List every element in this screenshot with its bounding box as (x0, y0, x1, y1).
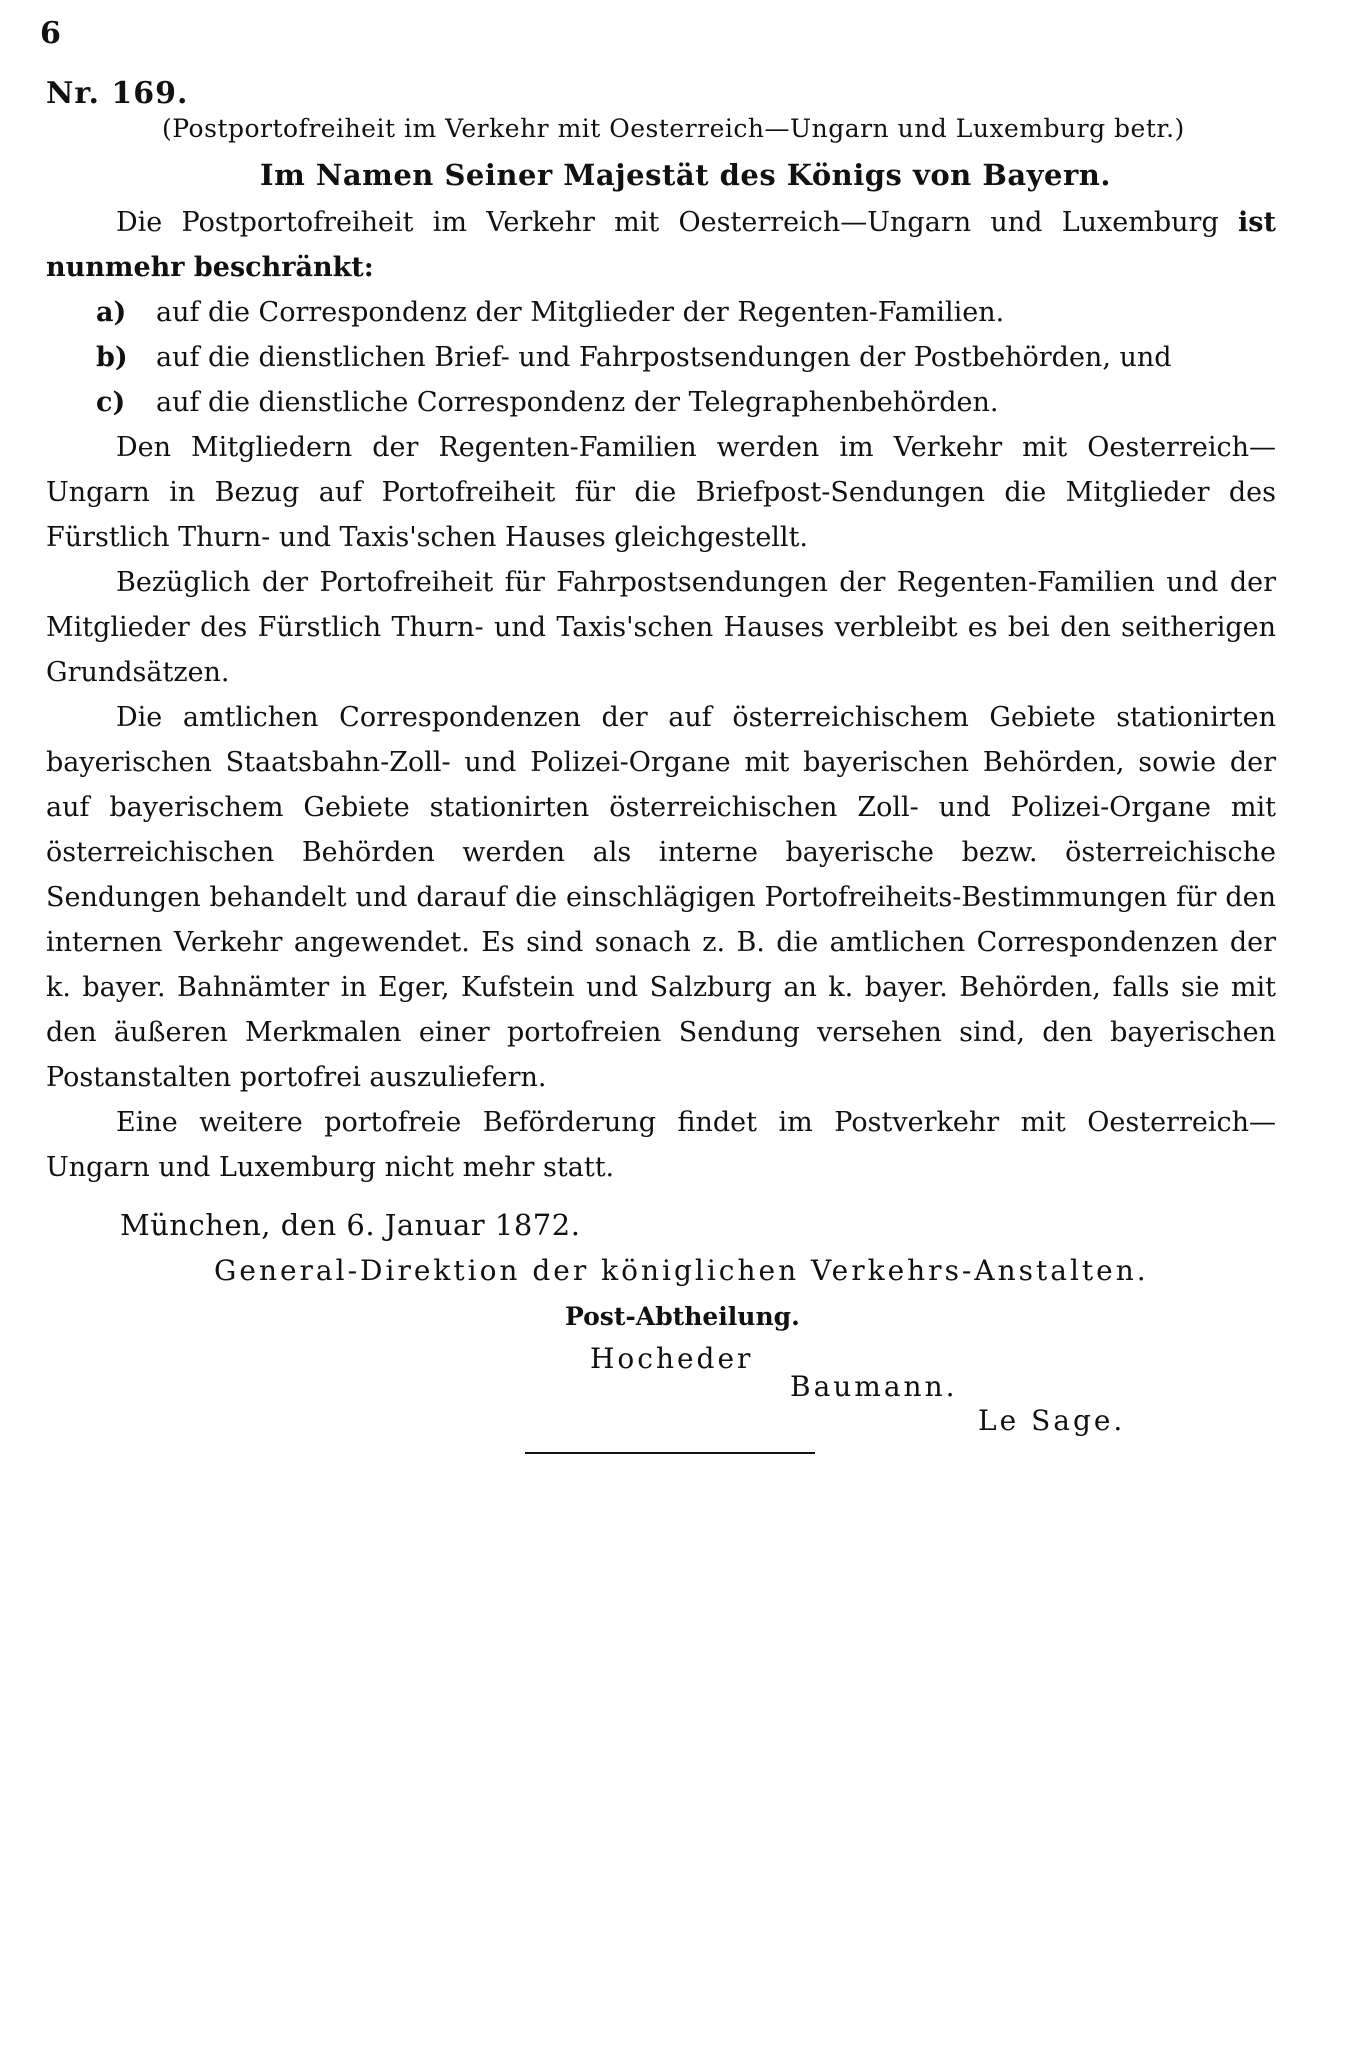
list-item (46, 290, 1276, 335)
list-item (46, 335, 1276, 380)
list-marker: c) (96, 387, 126, 418)
list-text: auf die Correspondenz der Mitglieder der Regenten-Familien. (156, 297, 1005, 328)
page-number: 6 (40, 16, 61, 51)
intro-continuation: ist nunmehr beschränkt: (46, 207, 1276, 283)
paragraph-fahrpost: Bezüglich der Portofreiheit für Fahrpostsendungen der Regenten-Familien und der Mitglieder des Fürstlich Thurn- und Taxis'schen Hauses verbleibt es bei den seitherigen Grundsätzen. (46, 567, 1276, 688)
restriction-list (46, 290, 1276, 425)
document-heading: Im Namen Seiner Majestät des Königs von Bayern. (260, 158, 1111, 192)
list-text: auf die dienstliche Correspondenz der Telegraphenbehörden. (156, 387, 999, 418)
department-name: Post-Abtheilung. (565, 1302, 800, 1331)
document-body (46, 200, 1276, 1190)
paragraph-no-further-exemption: Eine weitere portofreie Beförderung findet im Postverkehr mit Oesterreich—Ungarn und Luxemburg nicht mehr statt. (46, 1107, 1276, 1183)
list-marker: b) (96, 342, 128, 373)
list-text: auf die dienstlichen Brief- und Fahrpostsendungen der Postbehörden, und (156, 342, 1172, 373)
document-number: Nr. 169. (46, 76, 189, 111)
issuing-authority: General-Direktion der königlichen Verkehrs-Anstalten. (214, 1254, 1149, 1287)
list-item (46, 380, 1276, 425)
intro-lead: Die Postportofreiheit im Verkehr mit Oesterreich—Ungarn und Luxemburg (116, 207, 1219, 238)
closing-rule (525, 1452, 815, 1454)
paragraph-regent-families: Den Mitgliedern der Regenten-Familien werden im Verkehr mit Oesterreich—Ungarn in Bezug auf Portofreiheit für die Briefpost-Sendungen die Mitglieder des Fürstlich Thurn- und Taxis'schen Hauses gleichgestellt. (46, 432, 1276, 553)
list-marker: a) (96, 297, 127, 328)
signature-baumann: Baumann. (790, 1370, 958, 1403)
date-line: München, den 6. Januar 1872. (120, 1208, 581, 1242)
signature-le-sage: Le Sage. (978, 1404, 1126, 1437)
intro-paragraph (46, 200, 1276, 290)
signature-hocheder: Hocheder (590, 1342, 754, 1375)
document-subject: (Postportofreiheit im Verkehr mit Oesterreich—Ungarn und Luxemburg betr.) (162, 114, 1185, 143)
paragraph-official-correspondence: Die amtlichen Correspondenzen der auf österreichischem Gebiete stationirten bayerischen Staatsbahn-Zoll- und Polizei-Organe mit bayerischen Behörden, sowie der auf bayerischem Gebiete stationirten österreichischen Zoll- und Polizei-Organe mit österreichischen Behörden werden als interne bayerische bezw. österreichische Sendungen behandelt und darauf die einschlägigen Portofreiheits-Bestimmungen für den internen Verkehr angewendet. Es sind sonach z. B. die amtlichen Correspondenzen der k. bayer. Bahnämter in Eger, Kufstein und Salzburg an k. bayer. Behörden, falls sie mit den äußeren Merkmalen einer portofreien Sendung versehen sind, den bayerischen Postanstalten portofrei auszuliefern. (46, 702, 1276, 1093)
